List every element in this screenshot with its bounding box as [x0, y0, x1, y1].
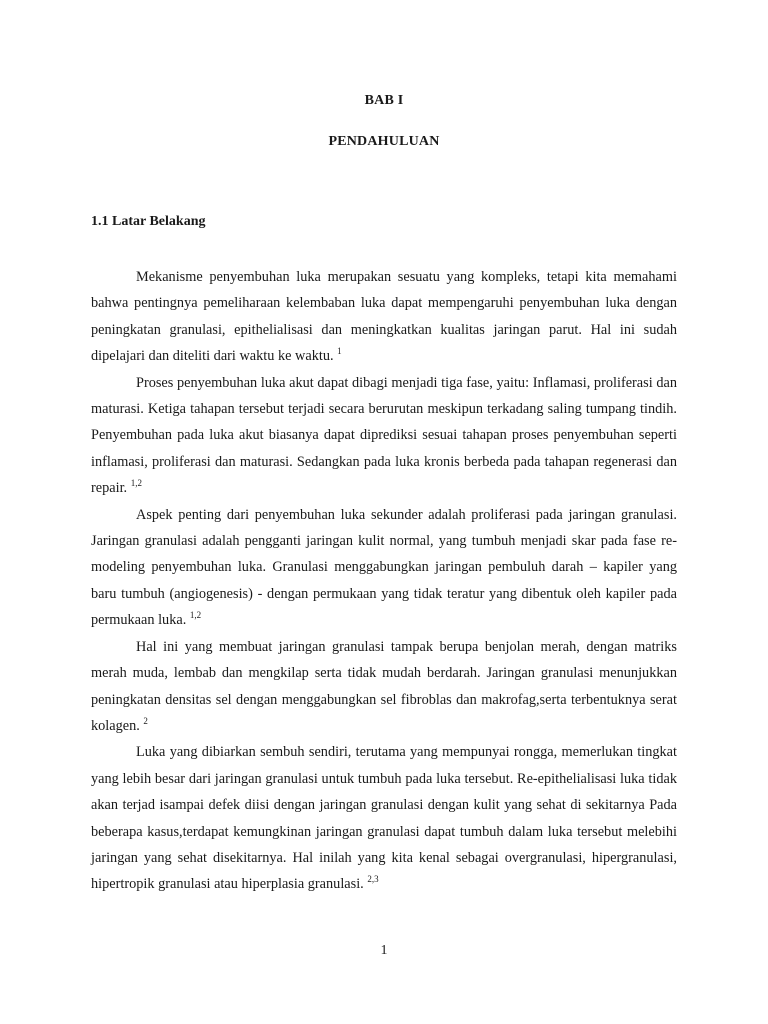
paragraph-text: Mekanisme penyembuhan luka merupakan sesuatu yang kompleks, tetapi kita memahami bahwa pentingnya pemeliharaan kelembaban luka dapat mempengaruhi penyembuhan luka dengan peningkatan granulasi, epithelialisasi dan meningkatkan kualitas jaringan parut. Hal ini sudah dipelajari dan diteliti dari waktu ke waktu.	[91, 269, 677, 365]
citation-ref: 1,2	[130, 478, 142, 489]
citation-ref: 1,2	[189, 610, 202, 621]
paragraph	[91, 370, 677, 502]
section-heading: 1.1 Latar Belakang	[91, 214, 206, 229]
chapter-title: PENDAHULUAN	[328, 134, 440, 149]
paragraph-text: Luka yang dibiarkan sembuh sendiri, terutama yang mempunyai rongga, memerlukan tingkat yang lebih besar dari jaringan granulasi untuk tumbuh pada luka tersebut. Re-epithelialisasi luka tidak akan terjad isampai defek diisi dengan jaringan granulasi dengan kulit yang sehat di sekitarnya Pada beberapa kasus,terdapat kemungkinan jaringan granulasi dapat tumbuh dalam luka tersebut melebihi jaringan yang sehat disekitarnya. Hal inilah yang kita kenal sebagai overgranulasi, hipergranulasi, hipertropik granulasi atau hiperplasia granulasi.	[91, 744, 677, 893]
paragraph-text: Proses penyembuhan luka akut dapat dibagi menjadi tiga fase, yaitu: Inflamasi, proliferasi dan maturasi. Ketiga tahapan tersebut terjadi secara berurutan meskipun terkadang saling tumpang tindih. Penyembuhan pada luka akut biasanya dapat diprediksi sesuai tahapan proses penyembuhan seperti inflamasi, proliferasi dan maturasi. Sedangkan pada luka kronis berbeda pada tahapan regenerasi dan repair.	[91, 374, 677, 497]
citation-ref: 2	[143, 716, 148, 727]
citation-ref: 2,3	[367, 874, 379, 885]
paragraph	[91, 739, 677, 897]
paragraph	[91, 502, 677, 634]
body-text	[91, 264, 677, 898]
paragraph	[91, 264, 677, 370]
paragraph-text: Aspek penting dari penyembuhan luka sekunder adalah proliferasi pada jaringan granulasi. Jaringan granulasi adalah pengganti jaringan kulit normal, yang tumbuh menjadi skar pada fase re-modeling penyembuhan luka. Granulasi menggabungkan jaringan pembuluh darah – kapiler yang baru tumbuh (angiogenesis) - dengan permukaan yang tidak teratur yang dibentuk oleh kapiler pada permukaan luka.	[91, 506, 677, 629]
paragraph-text: Hal ini yang membuat jaringan granulasi tampak berupa benjolan merah, dengan matriks merah muda, lembab dan mengkilap serta tidak mudah berdarah. Jaringan granulasi menunjukkan peningkatan densitas sel dengan menggabungkan sel fibroblas dan makrofag,serta terbentuknya serat kolagen.	[91, 638, 677, 734]
citation-ref: 1	[337, 346, 342, 357]
page-number: 1	[380, 943, 388, 958]
paragraph	[91, 634, 677, 740]
chapter-label: BAB I	[364, 93, 404, 108]
